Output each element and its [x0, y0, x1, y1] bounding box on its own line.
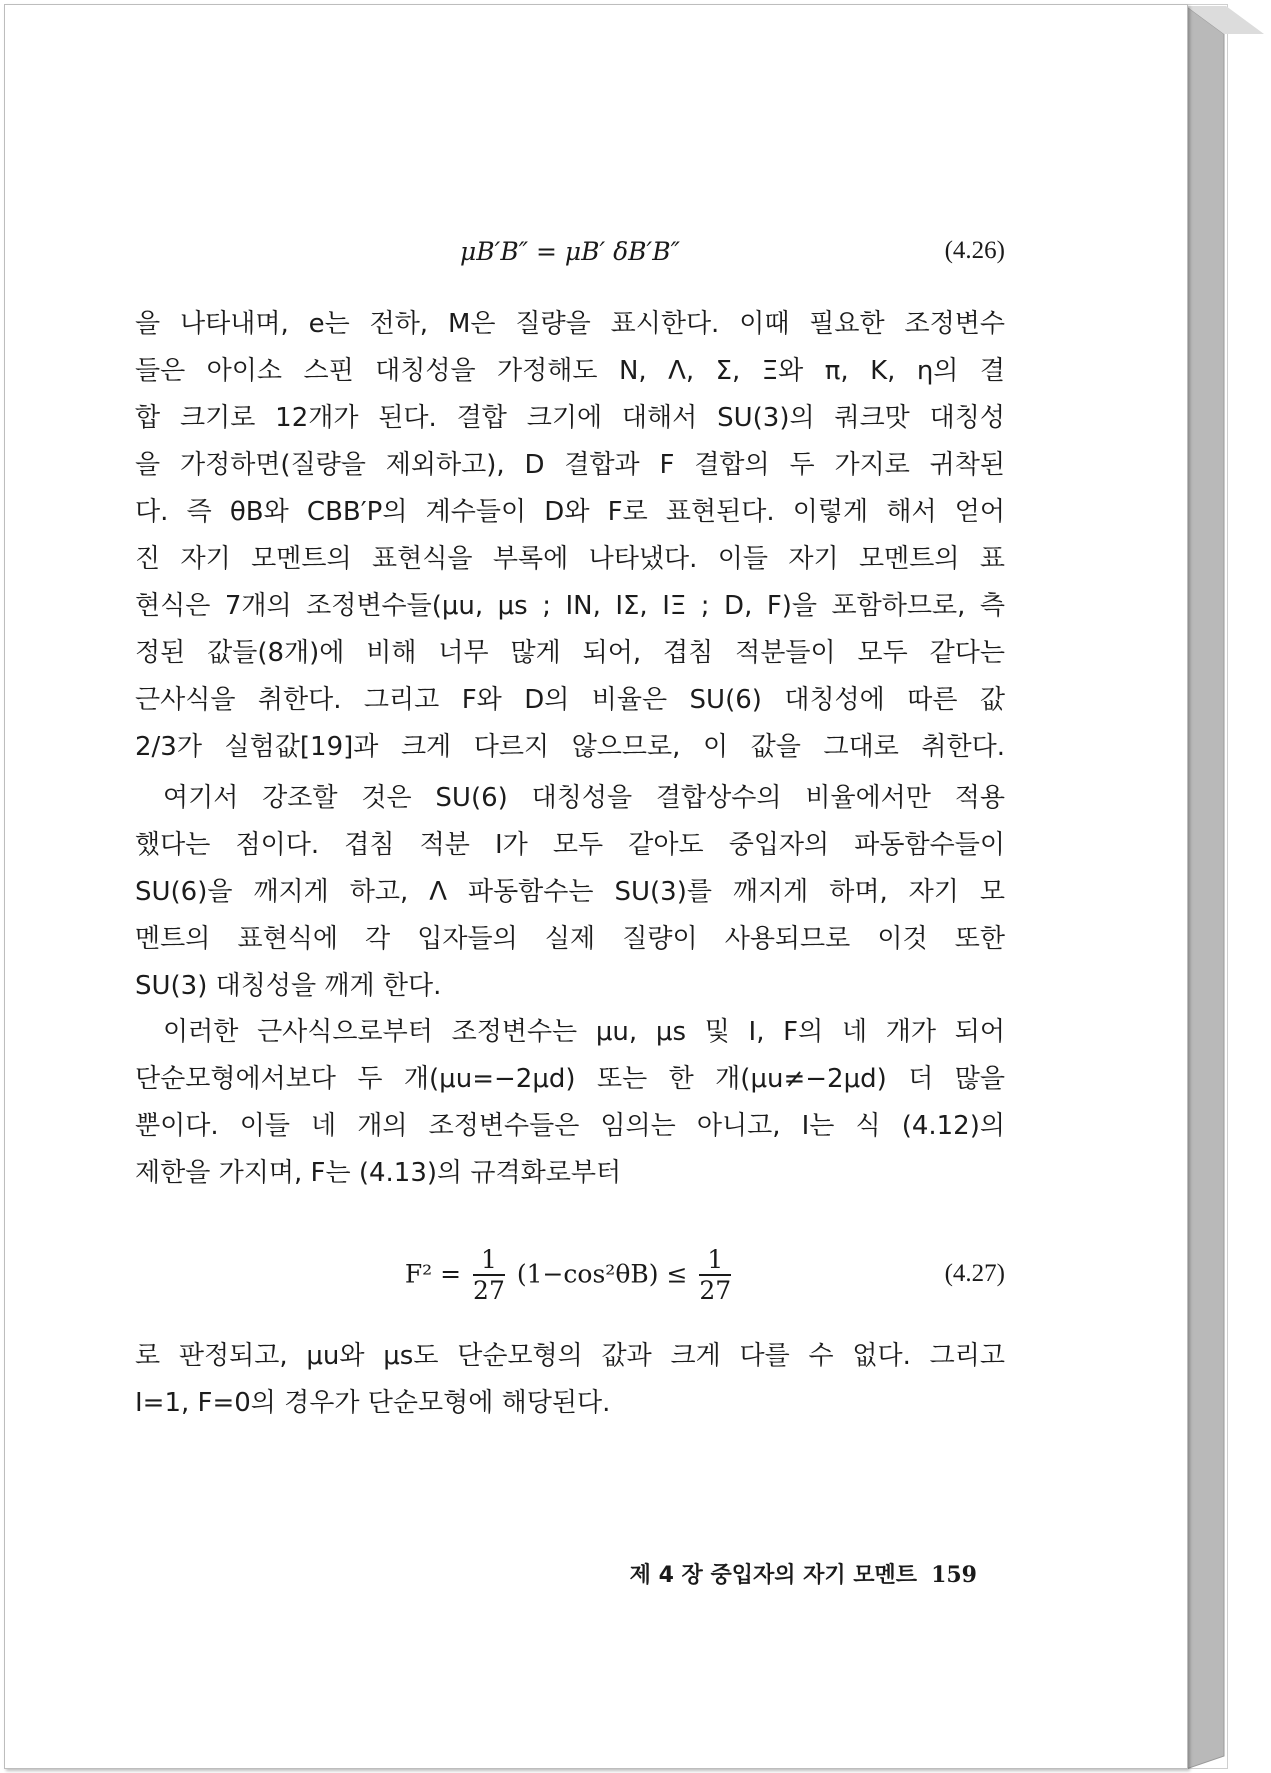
- paragraph-1: [135, 301, 1005, 771]
- equation-body: μB′B″ = μB′ δB′B″: [460, 237, 680, 266]
- text-line: 멘트의 표현식에 각 입자들의 실제 질량이 사용되므로 이것 또한: [135, 924, 1005, 954]
- paragraph-4: [135, 1333, 1005, 1427]
- text-line: 2/3가 실험값[19]과 크게 다르지 않으므로, 이 값을 그대로 취한다.: [135, 732, 1005, 762]
- fraction-denominator: 27: [473, 1276, 505, 1305]
- text-line: 들은 아이소 스핀 대칭성을 가정해도 N, Λ, Σ, Ξ와 π, K, η의 결: [135, 356, 1005, 386]
- text-line: 을 나타내며, e는 전하, M은 질량을 표시한다. 이때 필요한 조정변수: [135, 309, 1005, 339]
- book-spine: [1186, 6, 1264, 1769]
- text-line: 합 크기로 12개가 된다. 결합 크기에 대해서 SU(3)의 쿼크맛 대칭성: [135, 403, 1005, 433]
- text-line: 로 판정되고, μu와 μs도 단순모형의 값과 크게 다를 수 없다. 그리고: [135, 1341, 1005, 1371]
- fraction-numerator: 1: [699, 1246, 731, 1276]
- text-line: 여기서 강조할 것은 SU(6) 대칭성을 결합상수의 비율에서만 적용: [163, 783, 1005, 813]
- paragraph-2: [135, 775, 1005, 1010]
- paragraph-3: [135, 1009, 1005, 1197]
- equation-number: (4.26): [944, 237, 1005, 264]
- text-line: 다. 즉 θB와 CBB′P의 계수들이 D와 F로 표현된다. 이렇게 해서 얻어: [135, 497, 1005, 527]
- equation-number: (4.27): [944, 1260, 1005, 1287]
- text-line: 현식은 7개의 조정변수들(μu, μs ; IN, IΣ, IΞ ; D, F)을 포함하므로, 측: [135, 591, 1005, 621]
- equation-4-26: [135, 237, 1005, 277]
- text-line: 제한을 가지며, F는 (4.13)의 규격화로부터: [135, 1158, 622, 1188]
- text-line: 정된 값들(8개)에 비해 너무 많게 되어, 겹침 적분들이 모두 같다는: [135, 638, 1005, 668]
- book-page: [4, 4, 1188, 1769]
- equation-body: [135, 1246, 1005, 1306]
- fraction: [699, 1246, 731, 1306]
- equation-4-27: [135, 1238, 1005, 1318]
- text-line: 뿐이다. 이들 네 개의 조정변수들은 임의는 아니고, I는 식 (4.12)의: [135, 1111, 1005, 1141]
- text-line: 을 가정하면(질량을 제외하고), D 결합과 F 결합의 두 가지로 귀착된: [135, 450, 1005, 480]
- fraction-numerator: 1: [473, 1246, 505, 1276]
- chapter-title: 제 4 장 중입자의 자기 모멘트: [629, 1563, 918, 1588]
- page-number: 159: [931, 1562, 977, 1588]
- text-line: 했다는 점이다. 겹침 적분 I가 모두 같아도 중입자의 파동함수들이: [135, 830, 1005, 860]
- text-line: SU(6)을 깨지게 하고, Λ 파동함수는 SU(3)를 깨지게 하며, 자기 모: [135, 877, 1005, 907]
- text-line: 진 자기 모멘트의 표현식을 부록에 나타냈다. 이들 자기 모멘트의 표: [135, 544, 1005, 574]
- equation-lhs: F² =: [404, 1259, 462, 1289]
- text-line: I=1, F=0의 경우가 단순모형에 해당된다.: [135, 1388, 611, 1418]
- text-line: 이러한 근사식으로부터 조정변수는 μu, μs 및 I, F의 네 개가 되어: [163, 1017, 1005, 1047]
- equation-middle: (1−cos²θB) ≤: [516, 1259, 688, 1289]
- fraction: [473, 1246, 505, 1306]
- text-line: SU(3) 대칭성을 깨게 한다.: [135, 971, 442, 1001]
- fraction-denominator: 27: [699, 1276, 732, 1305]
- text-line: 단순모형에서보다 두 개(μu=−2μd) 또는 한 개(μu≠−2μd) 더 많을: [135, 1064, 1005, 1094]
- text-line: 근사식을 취한다. 그리고 F와 D의 비율은 SU(6) 대칭성에 따른 값: [135, 685, 1005, 715]
- page-footer: [605, 1558, 977, 1589]
